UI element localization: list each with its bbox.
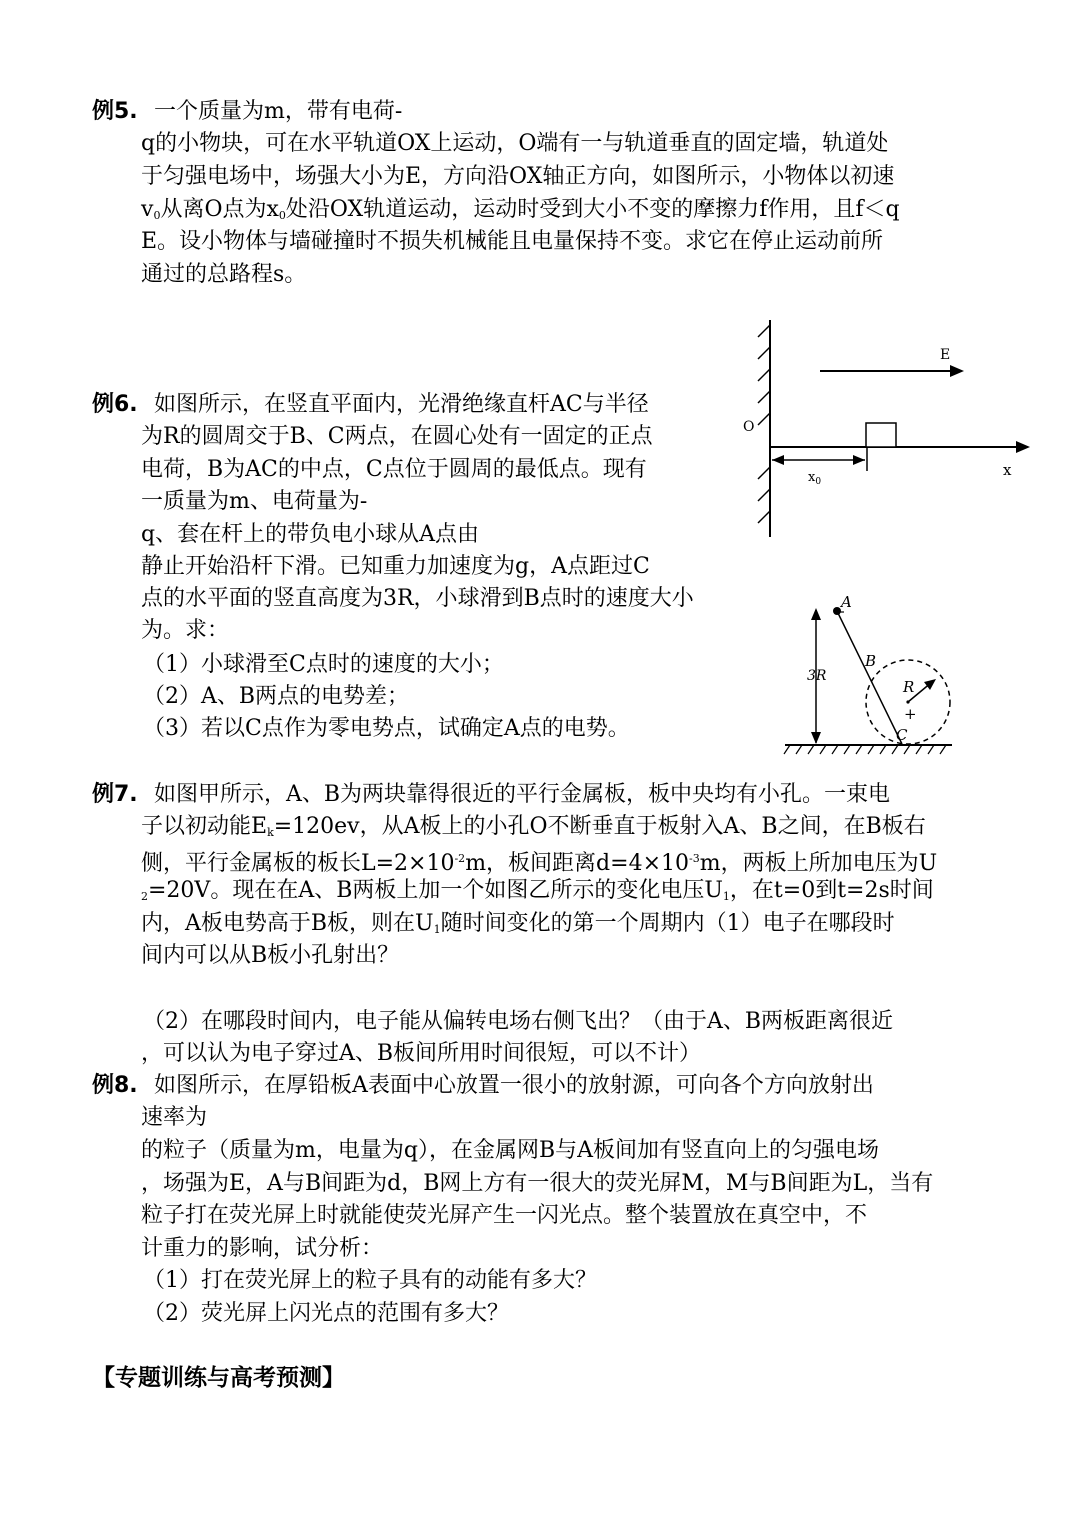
wall-field-diagram <box>740 315 1040 540</box>
point-a-label: A <box>841 593 852 611</box>
example-6-line-1: 如图所示，在竖直平面内，光滑绝缘直杆AC与半径 <box>154 392 649 417</box>
example-7-line-3: 侧，平行金属板的板长$L=2\times 10^{-2}m$，板间距离$d=4\times 10^{-3}m$，两板上所加电压为U <box>141 851 938 876</box>
point-c-label: C <box>896 726 908 744</box>
example-7-line-2: 子以初动能$E_k=120ev$，从A板上的小孔O不断垂直于板射入A、B之间，在B板右 <box>141 814 926 839</box>
example-6-line-7: 点的水平面的竖直高度为3R，小球滑到B点时的速度大小 <box>141 586 694 611</box>
example-6-line-3: 电荷，B为AC的中点，C点位于圆周的最低点。现有 <box>141 457 647 482</box>
positive-charge-label: + <box>904 705 917 723</box>
example-8-line-4: ，场强为E，A与B间距为d，B网上方有一很大的荧光屏M，M与B间距为L，当有 <box>141 1171 934 1196</box>
example-8-label: 例8. <box>92 1073 138 1098</box>
example-5-label: 例5. <box>92 99 138 124</box>
example-8-line-1: 如图所示，在厚铅板A表面中心放置一很小的放射源，可向各个方向放射出 <box>154 1073 874 1098</box>
example-6-line-5: q、套在杆上的带负电小球从A点由 <box>141 522 479 547</box>
example-7-label: 例7. <box>92 782 138 807</box>
x0-label: $x_0$ <box>808 470 822 487</box>
example-7-question-2: （2）在哪段时间内，电子能从偏转电场右侧飞出？（由于A、B两板距离很近 <box>143 1009 894 1034</box>
example-6-line-8: 为。求： <box>141 618 230 643</box>
example-8-line-6: 计重力的影响，试分析： <box>141 1236 384 1261</box>
example-6-question-1: （1）小球滑至C点时的速度的大小； <box>143 652 504 677</box>
example-8-question-1: （1）打在荧光屏上的粒子具有的动能有多大？ <box>143 1268 597 1293</box>
example-7-line-1: 如图甲所示，A、B为两块靠得很近的平行金属板，板中央均有小孔。一束电 <box>154 782 891 807</box>
example-7-question-2-cont: ，可以认为电子穿过A、B板间所用时间很短，可以不计） <box>141 1041 702 1066</box>
field-e-label: E <box>940 347 951 363</box>
axis-x-label: x <box>1003 461 1012 479</box>
example-8-line-2: 速率为 <box>141 1105 208 1130</box>
example-6-line-4: 一质量为m、电荷量为- <box>141 489 368 514</box>
example-5-line-3: 于匀强电场中，场强大小为E，方向沿OX轴正方向，如图所示，小物体以初速 <box>141 164 895 189</box>
example-6-label: 例6. <box>92 392 138 417</box>
example-6-line-6: 静止开始沿杆下滑。已知重力加速度为g，A点距过C <box>141 554 650 579</box>
example-8-line-5: 粒子打在荧光屏上时就能使荧光屏产生一闪光点。整个装置放在真空中，不 <box>141 1203 868 1228</box>
example-5-line-1: 一个质量为m，带有电荷- <box>154 99 403 124</box>
example-7-line-4: $_2$=20V。现在在A、B两板上加一个如图乙所示的变化电压$U_1$，在t=0到t=2s时间 <box>141 878 934 903</box>
example-5-line-6: 通过的总路程s。 <box>141 262 307 287</box>
example-7-line-5: 内，A板电势高于B板，则在$U_1$随时间变化的第一个周期内（1）电子在哪段时 <box>141 911 895 936</box>
rod-circle-diagram <box>780 588 960 758</box>
example-7-line-6: 间内可以从B板小孔射出？ <box>141 943 400 968</box>
example-8-question-2: （2）荧光屏上闪光点的范围有多大？ <box>143 1301 509 1326</box>
point-b-label: B <box>865 652 877 670</box>
section-heading: 【专题训练与高考预测】 <box>92 1365 345 1391</box>
example-5-line-5: E。设小物体与墙碰撞时不损失机械能且电量保持不变。求它在停止运动前所 <box>141 229 884 254</box>
origin-o-label: O <box>743 419 755 435</box>
example-6-question-2: （2）A、B两点的电势差； <box>143 684 410 709</box>
height-3r-label: 3R <box>807 668 827 684</box>
example-5-line-4: $v_0$从离O点为$x_0$处沿OX轨道运动，运动时受到大小不变的摩擦力f作用，且f＜q <box>141 197 900 222</box>
example-5-line-2: q的小物块，可在水平轨道OX上运动，O端有一与轨道垂直的固定墙，轨道处 <box>141 131 889 156</box>
example-6-question-3: （3）若以C点作为零电势点，试确定A点的电势。 <box>143 716 630 741</box>
radius-r-label: R <box>903 678 915 696</box>
example-8-line-3: 的粒子（质量为m，电量为q），在金属网B与A板间加有竖直向上的匀强电场 <box>141 1138 880 1163</box>
example-6-line-2: 为R的圆周交于B、C两点，在圆心处有一固定的正点 <box>141 424 653 449</box>
